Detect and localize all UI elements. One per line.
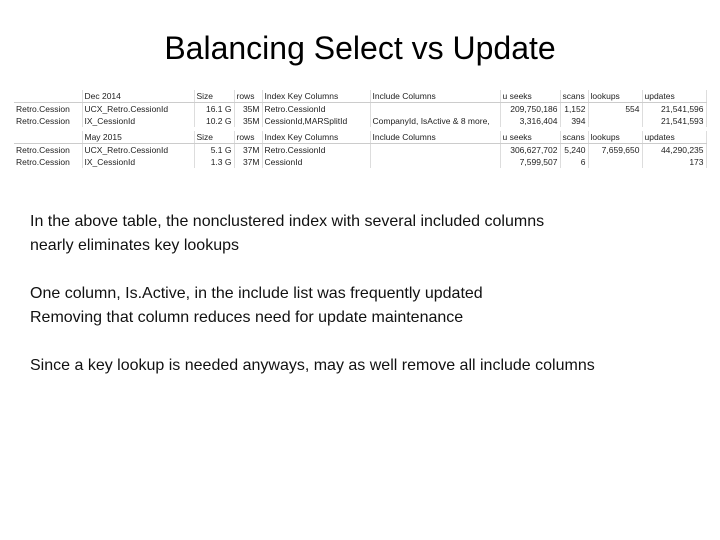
table-cell: Retro.CessionId	[262, 144, 370, 157]
note-line: In the above table, the nonclustered index with several included columns	[30, 213, 545, 230]
note-paragraph	[30, 282, 690, 330]
table-cell: 209,750,186	[500, 103, 560, 116]
table-header-row	[14, 90, 706, 103]
column-header: u seeks	[500, 90, 560, 103]
table-cell: 7,599,507	[500, 156, 560, 168]
note-line: nearly eliminates key lookups	[30, 237, 239, 254]
column-header: Index Key Columns	[262, 131, 370, 144]
column-header: lookups	[588, 90, 642, 103]
column-header: Include Columns	[370, 90, 500, 103]
table-cell	[370, 156, 500, 168]
column-header: scans	[560, 90, 588, 103]
table-cell: 394	[560, 115, 588, 127]
column-header: u seeks	[500, 131, 560, 144]
table-cell: 21,541,596	[642, 103, 706, 116]
note-paragraph	[30, 210, 690, 258]
table-cell: 10.2 G	[194, 115, 234, 127]
table-cell: 44,290,235	[642, 144, 706, 157]
column-header: lookups	[588, 131, 642, 144]
table-cell: 306,627,702	[500, 144, 560, 157]
table-cell	[588, 156, 642, 168]
table-cell: IX_CessionId	[82, 156, 194, 168]
table-cell: CompanyId, IsActive & 8 more,	[370, 115, 500, 127]
page-title: Balancing Select vs Update	[164, 30, 556, 66]
notes-section	[30, 210, 690, 402]
table-cell	[370, 144, 500, 157]
table-cell: 1,152	[560, 103, 588, 116]
table-cell: 35M	[234, 103, 262, 116]
column-header: rows	[234, 131, 262, 144]
table-row	[14, 115, 706, 127]
column-header: Dec 2014	[82, 90, 194, 103]
table-cell: 21,541,593	[642, 115, 706, 127]
table-cell: 37M	[234, 144, 262, 157]
table-row	[14, 156, 706, 168]
table-cell: 3,316,404	[500, 115, 560, 127]
table-cell: CessionId,MARSplitId	[262, 115, 370, 127]
table-cell: Retro.Cession	[14, 103, 82, 116]
column-header: rows	[234, 90, 262, 103]
table-cell: 5.1 G	[194, 144, 234, 157]
note-paragraph	[30, 354, 690, 378]
table-cell: 35M	[234, 115, 262, 127]
note-line: One column, Is.Active, in the include list was frequently updated	[30, 285, 483, 302]
table-cell: CessionId	[262, 156, 370, 168]
column-header: Size	[194, 131, 234, 144]
table-cell: 1.3 G	[194, 156, 234, 168]
table-cell: Retro.Cession	[14, 115, 82, 127]
table-cell: UCX_Retro.CessionId	[82, 103, 194, 116]
table-row	[14, 103, 706, 116]
table-row	[14, 144, 706, 157]
column-header: scans	[560, 131, 588, 144]
table-cell: 173	[642, 156, 706, 168]
table-cell: Retro.Cession	[14, 156, 82, 168]
index-stats-table	[14, 90, 707, 168]
table-cell: 6	[560, 156, 588, 168]
column-header: updates	[642, 90, 706, 103]
table-cell: 554	[588, 103, 642, 116]
table-cell: UCX_Retro.CessionId	[82, 144, 194, 157]
table-cell: 16.1 G	[194, 103, 234, 116]
table-cell	[588, 115, 642, 127]
column-header	[14, 90, 82, 103]
table-cell: IX_CessionId	[82, 115, 194, 127]
table-cell: 37M	[234, 156, 262, 168]
table-body	[14, 90, 706, 168]
column-header: Index Key Columns	[262, 90, 370, 103]
note-line: Removing that column reduces need for update maintenance	[30, 309, 464, 326]
column-header: May 2015	[82, 131, 194, 144]
note-line: Since a key lookup is needed anyways, may as well remove all include columns	[30, 357, 595, 374]
column-header	[14, 131, 82, 144]
table-header-row	[14, 131, 706, 144]
table-cell: Retro.CessionId	[262, 103, 370, 116]
table-cell	[370, 103, 500, 116]
column-header: Include Columns	[370, 131, 500, 144]
column-header: updates	[642, 131, 706, 144]
table-cell: 7,659,650	[588, 144, 642, 157]
column-header: Size	[194, 90, 234, 103]
table-cell: 5,240	[560, 144, 588, 157]
table-cell: Retro.Cession	[14, 144, 82, 157]
